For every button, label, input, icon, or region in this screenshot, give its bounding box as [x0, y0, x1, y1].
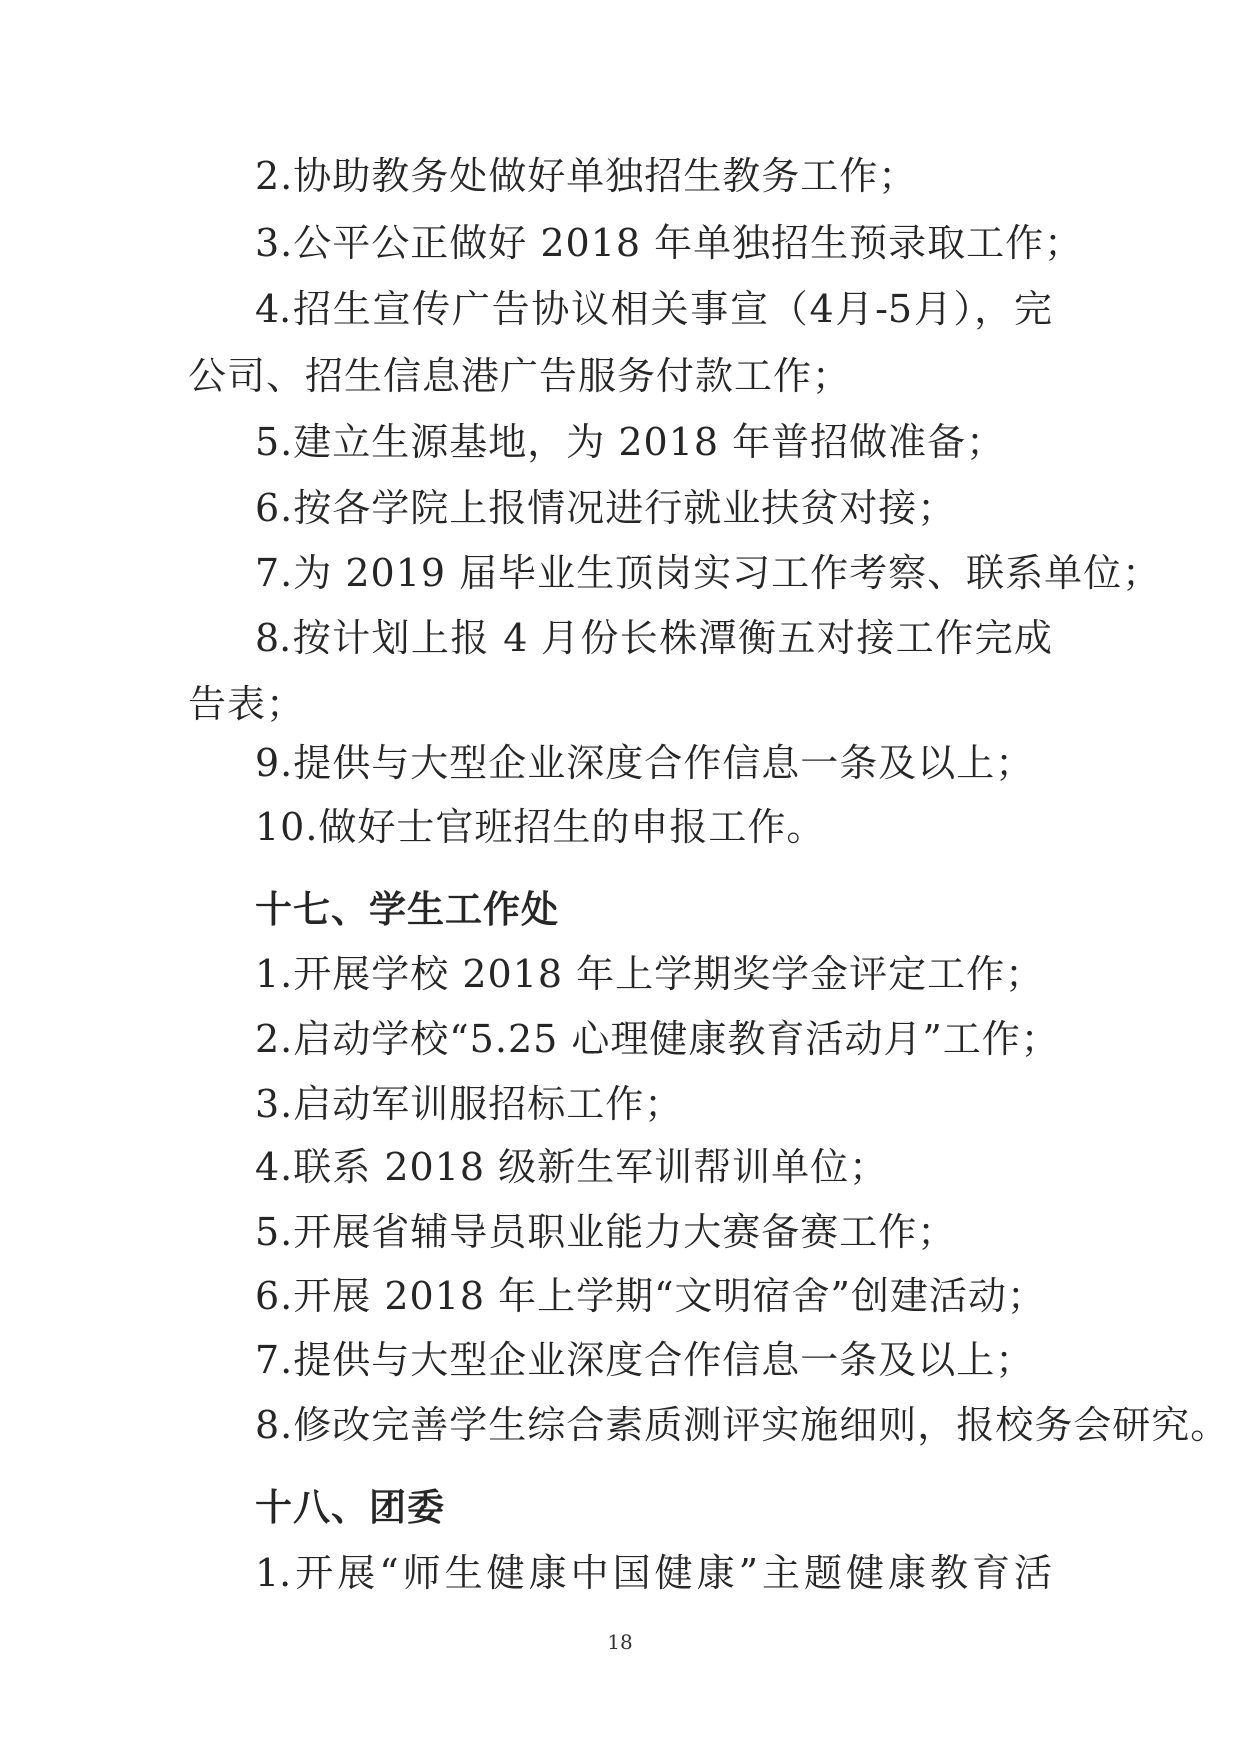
list-item: 10.做好士官班招生的申报工作。 — [255, 805, 826, 849]
list-item: 3.启动军训服招标工作； — [255, 1082, 684, 1126]
list-item: 4.联系 2018 级新生军训帮训单位； — [255, 1145, 889, 1189]
list-item: 1.开展“师生健康中国健康”主题健康教育活 — [255, 1551, 1052, 1595]
list-item: 7.提供与大型企业深度合作信息一条及以上； — [255, 1338, 1035, 1382]
list-item: 6.按各学院上报情况进行就业扶贫对接； — [255, 486, 957, 530]
section-heading: 十八、团委 — [255, 1486, 445, 1529]
list-item: 6.开展 2018 年上学期“文明宿舍”创建活动； — [255, 1274, 1046, 1318]
list-item: 2.启动学校“5.25 心理健康教育活动月”工作； — [255, 1017, 1060, 1061]
list-item: 8.按计划上报 4 月份长株潭衡五对接工作完成 — [255, 616, 1052, 660]
list-item-continuation: 告表； — [188, 682, 306, 726]
list-item: 8.修改完善学生综合素质测评实施细则，报校务会研究。 — [255, 1403, 1230, 1447]
list-item: 5.开展省辅导员职业能力大赛备赛工作； — [255, 1210, 957, 1254]
list-item: 2.协助教务处做好单独招生教务工作； — [255, 154, 918, 198]
list-item: 7.为 2019 届毕业生顶岗实习工作考察、联系单位； — [255, 551, 1162, 595]
list-item: 4.招生宣传广告协议相关事宣（4月-5月），完 — [255, 287, 1052, 331]
section-heading: 十七、学生工作处 — [255, 888, 559, 931]
list-item: 1.开展学校 2018 年上学期奖学金评定工作； — [255, 952, 1045, 996]
list-item: 5.建立生源基地，为 2018 年普招做准备； — [255, 420, 1006, 464]
list-item-continuation: 公司、招生信息港广告服务付款工作； — [188, 354, 852, 398]
list-item: 9.提供与大型企业深度合作信息一条及以上； — [255, 741, 1035, 785]
list-item: 3.公平公正做好 2018 年单独招生预录取工作； — [255, 221, 1084, 265]
page-number: 18 — [607, 1630, 633, 1654]
